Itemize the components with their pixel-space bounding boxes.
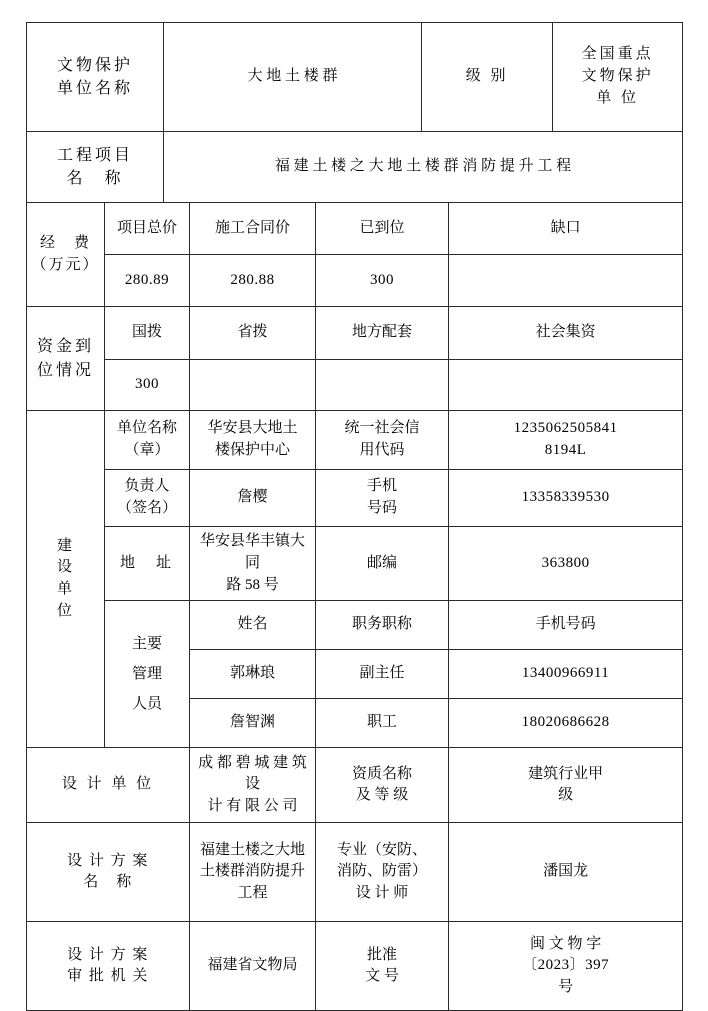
table-row-unit-name	[27, 411, 683, 470]
mobile-label: 手机 号码	[316, 470, 449, 527]
mobile-value: 13358339530	[449, 470, 683, 527]
funding-header-gap: 缺口	[449, 203, 683, 255]
fund-arrival-label: 资金到 位情况	[27, 307, 105, 411]
address-value: 华安县华丰镇大同 路 58 号	[190, 527, 316, 601]
credit-code-label: 统一社会信 用代码	[316, 411, 449, 470]
table-row-fund-arrival-values	[27, 360, 683, 411]
fund-arrival-value-local	[316, 360, 449, 411]
staff-name-1: 郭琳琅	[190, 650, 316, 699]
fund-arrival-value-national: 300	[105, 360, 190, 411]
staff-header-name: 姓名	[190, 601, 316, 650]
table-row-fund-arrival-headers	[27, 307, 683, 360]
unit-name-value: 华安县大地土 楼保护中心	[190, 411, 316, 470]
table-row-approval	[27, 922, 683, 1011]
funding-label: 经 费 （万元）	[27, 203, 105, 307]
table-row-staff-headers	[27, 601, 683, 650]
postcode-label: 邮编	[316, 527, 449, 601]
heritage-project-form	[26, 22, 683, 1011]
address-label: 地 址	[105, 527, 190, 601]
staff-title-1: 副主任	[316, 650, 449, 699]
table-row-funding-values	[27, 255, 683, 307]
staff-title-2: 职工	[316, 699, 449, 748]
staff-header-title: 职务职称	[316, 601, 449, 650]
design-major-label: 专业（安防、 消防、防雷） 设 计 师	[316, 823, 449, 922]
funding-header-contract: 施工合同价	[190, 203, 316, 255]
approval-doc-label: 批准 文 号	[316, 922, 449, 1011]
staff-phone-1: 13400966911	[449, 650, 683, 699]
construction-unit-label: 建 设 单 位	[27, 411, 105, 748]
approval-value: 福建省文物局	[190, 922, 316, 1011]
design-unit-label: 设 计 单 位	[27, 748, 190, 823]
postcode-value: 363800	[449, 527, 683, 601]
design-unit-value: 成 都 碧 城 建 筑 设 计 有 限 公 司	[190, 748, 316, 823]
fund-arrival-header-local: 地方配套	[316, 307, 449, 360]
project-name-label: 工程项目 名 称	[27, 132, 164, 203]
heritage-name-value: 大 地 土 楼 群	[164, 23, 422, 132]
qualification-value: 建筑行业甲 级	[449, 748, 683, 823]
staff-phone-2: 18020686628	[449, 699, 683, 748]
funding-value-gap	[449, 255, 683, 307]
staff-header-phone: 手机号码	[449, 601, 683, 650]
fund-arrival-header-social: 社会集资	[449, 307, 683, 360]
table-row-design-unit	[27, 748, 683, 823]
qualification-label: 资质名称 及 等 级	[316, 748, 449, 823]
designer-name: 潘国龙	[449, 823, 683, 922]
funding-header-total: 项目总价	[105, 203, 190, 255]
fund-arrival-header-national: 国拨	[105, 307, 190, 360]
table-row-heritage-name	[27, 23, 683, 132]
table-row-address	[27, 527, 683, 601]
approval-label: 设 计 方 案 审 批 机 关	[27, 922, 190, 1011]
project-name-value: 福 建 土 楼 之 大 地 土 楼 群 消 防 提 升 工 程	[164, 132, 683, 203]
design-scheme-label: 设 计 方 案 名 称	[27, 823, 190, 922]
fund-arrival-value-social	[449, 360, 683, 411]
fund-arrival-value-provincial	[190, 360, 316, 411]
heritage-level-label: 级 别	[422, 23, 553, 132]
design-scheme-value: 福建土楼之大地 土楼群消防提升 工程	[190, 823, 316, 922]
unit-name-label: 单位名称 （章）	[105, 411, 190, 470]
table-row-design-scheme	[27, 823, 683, 922]
table-row-principal	[27, 470, 683, 527]
heritage-name-label: 文物保护 单位名称	[27, 23, 164, 132]
approval-doc-value: 闽 文 物 字 〔2023〕397 号	[449, 922, 683, 1011]
funding-header-received: 已到位	[316, 203, 449, 255]
heritage-level-value: 全国重点 文物保护 单 位	[553, 23, 683, 132]
table-row-project-name	[27, 132, 683, 203]
funding-value-total: 280.89	[105, 255, 190, 307]
credit-code-value: 1235062505841 8194L	[449, 411, 683, 470]
principal-value: 詹樱	[190, 470, 316, 527]
fund-arrival-header-provincial: 省拨	[190, 307, 316, 360]
principal-label: 负责人 （签名）	[105, 470, 190, 527]
funding-value-contract: 280.88	[190, 255, 316, 307]
staff-name-2: 詹智渊	[190, 699, 316, 748]
funding-value-received: 300	[316, 255, 449, 307]
staff-label: 主要 管理 人员	[105, 601, 190, 748]
